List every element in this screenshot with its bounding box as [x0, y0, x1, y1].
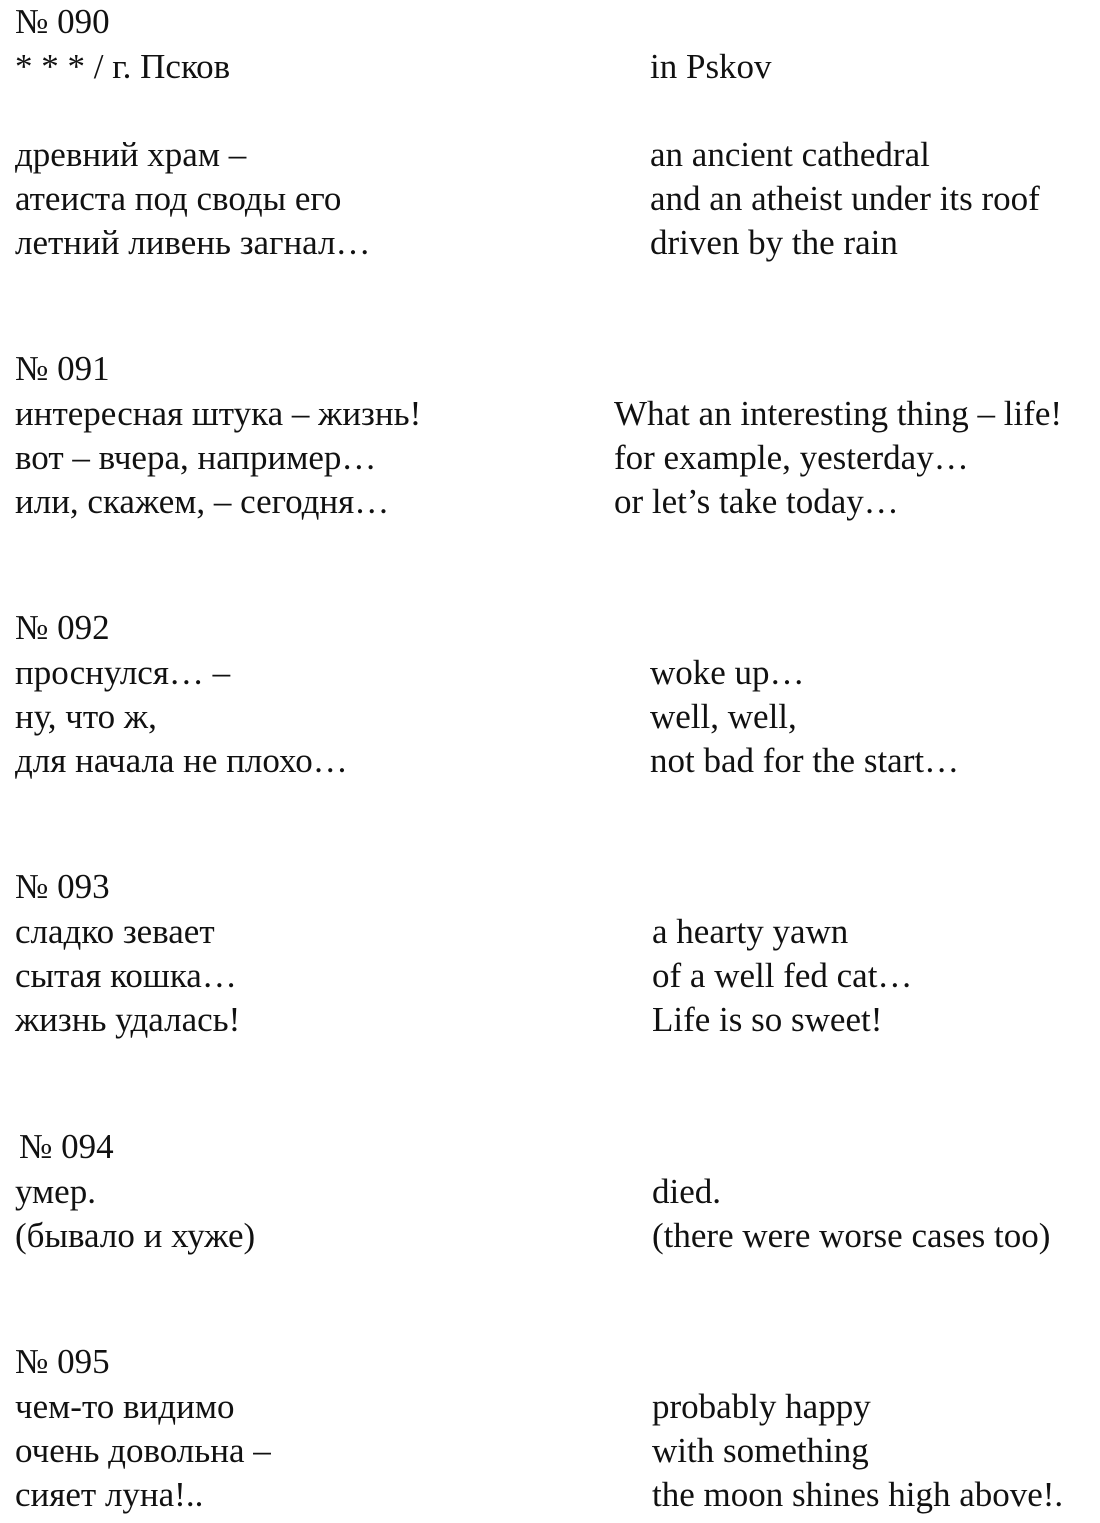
poem-number: № 092	[15, 608, 110, 647]
en-line: woke up…	[650, 653, 805, 692]
ru-line: сытая кошка…	[15, 956, 237, 995]
ru-line: сияет луна!..	[15, 1475, 204, 1514]
poem-number: № 091	[15, 349, 110, 388]
en-line: the moon shines high above!.	[652, 1475, 1064, 1514]
poem-number: № 093	[15, 867, 110, 906]
en-line: for example, yesterday…	[614, 438, 969, 477]
russian-text	[15, 651, 348, 783]
en-line: driven by the rain	[650, 223, 898, 262]
ru-line: летний ливень загнал…	[15, 223, 371, 262]
en-line: probably happy	[652, 1387, 871, 1426]
ru-line: жизнь удалась!	[15, 1000, 241, 1039]
ru-line: чем-то видимо	[15, 1387, 235, 1426]
english-text	[652, 910, 912, 1042]
russian-text	[15, 45, 371, 265]
en-line: a hearty yawn	[652, 912, 849, 951]
poem-number: № 095	[15, 1342, 110, 1381]
ru-line: * * * / г. Псков	[15, 47, 231, 86]
en-line: What an interesting thing – life!	[614, 394, 1063, 433]
english-text	[652, 1170, 1050, 1258]
en-line: of a well fed cat…	[652, 956, 913, 995]
ru-line: (бывало и хуже)	[15, 1216, 256, 1255]
ru-line: или, скажем, – сегодня…	[15, 482, 390, 521]
ru-line: очень довольна –	[15, 1431, 271, 1470]
en-line: not bad for the start…	[650, 741, 960, 780]
en-line: died.	[652, 1172, 722, 1211]
en-line: or let’s take today…	[614, 482, 899, 521]
en-line: (there were worse cases too)	[652, 1216, 1051, 1255]
ru-line: древний храм –	[15, 135, 247, 174]
poem-number: № 094	[19, 1127, 114, 1166]
ru-line: умер.	[15, 1172, 96, 1211]
ru-line: атеиста под своды его	[15, 179, 342, 218]
english-text	[650, 651, 959, 783]
en-line: and an atheist under its roof	[650, 179, 1040, 218]
en-line: with something	[652, 1431, 869, 1470]
ru-line: для начала не плохо…	[15, 741, 348, 780]
russian-text	[15, 1385, 271, 1517]
ru-line: ну, что ж,	[15, 697, 157, 736]
ru-line: вот – вчера, например…	[15, 438, 377, 477]
en-line: Life is so sweet!	[652, 1000, 883, 1039]
en-line	[650, 89, 1040, 133]
ru-line: интересная штука – жизнь!	[15, 394, 422, 433]
english-text	[614, 392, 1062, 524]
english-text	[652, 1385, 1063, 1517]
english-text	[650, 45, 1040, 265]
russian-text	[15, 910, 240, 1042]
en-line: well, well,	[650, 697, 797, 736]
poem-number: № 090	[15, 2, 110, 41]
ru-line: проснулся… –	[15, 653, 231, 692]
ru-line: сладко зевает	[15, 912, 215, 951]
russian-text	[15, 1170, 255, 1258]
en-line: in Pskov	[650, 47, 772, 86]
en-line: an ancient cathedral	[650, 135, 930, 174]
ru-line	[15, 89, 371, 133]
russian-text	[15, 392, 421, 524]
